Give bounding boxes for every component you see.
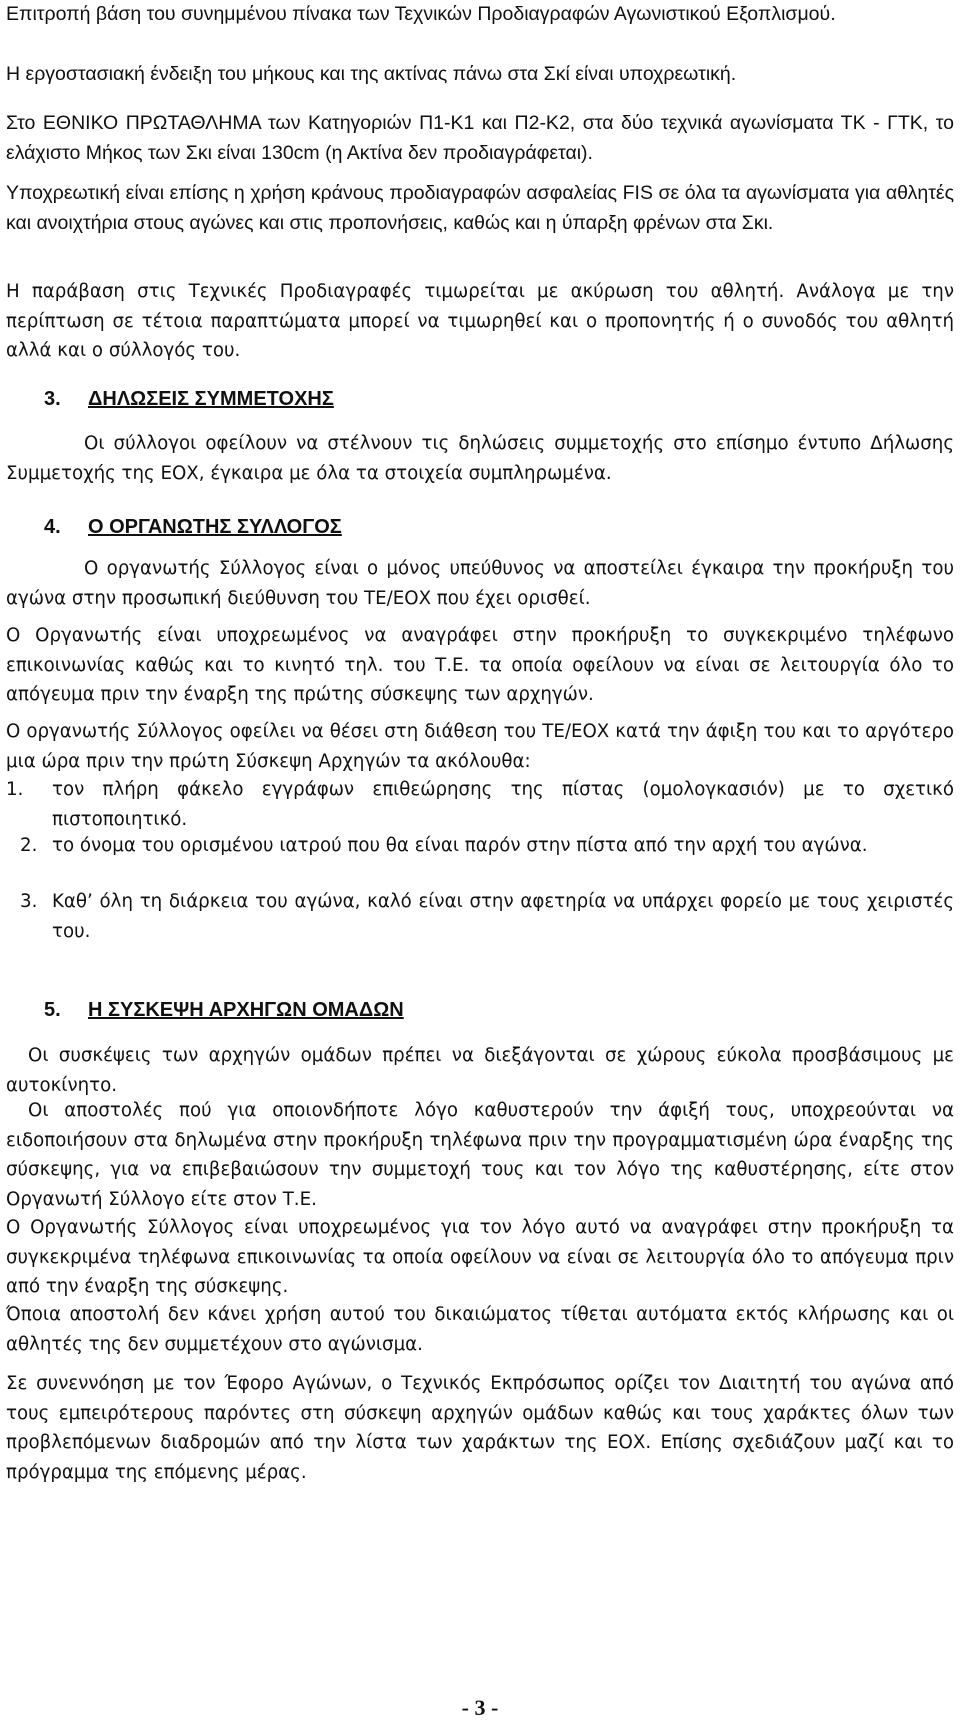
paragraph-factory-marking: Η εργοστασιακή ένδειξη του μήκους και της ακτίνας πάνω στα Σκί είναι υποχρεωτική. [6, 63, 737, 85]
section-5-number: 5. [44, 999, 61, 1021]
paragraph-violation-penalty: Η παράβαση στις Τεχνικές Προδιαγραφές τιμωρείται με ακύρωση του αθλητή. Ανάλογα με την περίπτωση σε τέτοια παραπτώματα μπορεί να τιμωρηθεί και ο προπονητής ή ο συνοδός του αθλητή αλλά και ο σύλλογός του. [6, 281, 954, 361]
section-4-title: Ο ΟΡΓΑΝΩΤΗΣ ΣΥΛΛΟΓΟΣ [88, 516, 342, 538]
section-4-number: 4. [44, 516, 61, 538]
list-item-text: Καθ’ όλη τη διάρκεια του αγώνα, καλό είναι στην αφετηρία να υπάρχει φορείο με τους χειριστές του. [52, 891, 954, 942]
section-5-body-1: Οι συσκέψεις των αρχηγών ομάδων πρέπει να διεξάγονται σε χώρους εύκολα προσβάσιμους με αυτοκίνητο. [6, 1045, 954, 1096]
list-item-number: 2. [20, 835, 38, 856]
section-3-heading [44, 385, 334, 413]
list-item-number: 1. [6, 779, 24, 800]
paragraph-national-championship: Στο ΕΘΝΙΚΟ ΠΡΩΤΑΘΛΗΜΑ των Κατηγοριών Π1-Κ1 και Π2-Κ2, στα δύο τεχνικά αγωνίσματα ΤΚ - ΓΤΚ, το ελάχιστο Μήκος των Σκι είναι 130cm (η Ακτίνα δεν προδιαγράφεται). [6, 112, 954, 164]
page-number: - 3 - [461, 1695, 499, 1720]
section-3-title: ΔΗΛΩΣΕΙΣ ΣΥΜΜΕΤΟΧΗΣ [88, 388, 334, 410]
paragraph-helmet-requirement: Υποχρεωτική είναι επίσης η χρήση κράνους προδιαγραφών ασφαλείας FIS σε όλα τα αγωνίσματα για αθλητές και ανοιχτήρια στους αγώνες και στις προπονήσεις, καθώς και η ύπαρξη φρένων στα Σκι. [6, 182, 954, 234]
section-5-body-4: Όποια αποστολή δεν κάνει χρήση αυτού του δικαιώματος τίθεται αυτόματα εκτός κλήρωσης και οι αθλητές της δεν συμμετέχουν στο αγώνισμα. [6, 1304, 954, 1355]
list-item-text: τον πλήρη φάκελο εγγράφων επιθεώρησης της πίστας (ομολογκασιόν) με το σχετικό πιστοποιητικό. [52, 779, 954, 830]
section-5-title: Η ΣΥΣΚΕΨΗ ΑΡΧΗΓΩΝ ΟΜΑΔΩΝ [88, 999, 404, 1021]
section-5-body-3: Ο Οργανωτής Σύλλογος είναι υποχρεωμένος για τον λόγο αυτό να αναγράφει στην προκήρυξη τα συγκεκριμένα τηλέφωνα επικοινωνίας τα οποία οφείλουν να είναι σε λειτουργία όλο το απόγευμα πριν από την έναρξη της σύσκεψης. [6, 1217, 954, 1297]
list-item-text: το όνομα του ορισμένου ιατρού που θα είναι παρόν στην πίστα από την αρχή του αγώνα. [52, 835, 868, 856]
section-4-body-2: Ο Οργανωτής είναι υποχρεωμένος να αναγράφει στην προκήρυξη το συγκεκριμένο τηλέφωνο επικοινωνίας καθώς και το κινητό τηλ. του Τ.Ε. τα οποία οφείλουν να είναι σε λειτουργία όλο το απόγευμα πριν την έναρξη της πρώτης σύσκεψης των αρχηγών. [6, 625, 954, 705]
section-3-body: Οι σύλλογοι οφείλουν να στέλνουν τις δηλώσεις συμμετοχής στο επίσημο έντυπο Δήλωσης Συμμετοχής της ΕΟΧ, έγκαιρα με όλα τα στοιχεία συμπληρωμένα. [6, 433, 954, 484]
section-4-body-3: Ο οργανωτής Σύλλογος οφείλει να θέσει στη διάθεση του ΤΕ/ΕΟΧ κατά την άφιξη του και το αργότερο μια ώρα πριν την πρώτη Σύσκεψη Αρχηγών τα ακόλουθα: [6, 721, 954, 772]
list-item-number: 3. [20, 891, 38, 912]
section-4-heading [44, 513, 342, 541]
section-3-number: 3. [44, 388, 61, 410]
list-item [6, 831, 954, 891]
list-item [6, 775, 954, 835]
section-4-body-1: Ο οργανωτής Σύλλογος είναι ο μόνος υπεύθυνος να αποστείλει έγκαιρα την προκήρυξη του αγώνα στην προσωπική διεύθυνση του ΤΕ/ΕΟΧ που έχει ορισθεί. [6, 558, 954, 609]
section-5-body-5: Σε συνεννόηση με τον Έφορο Αγώνων, ο Τεχνικός Εκπρόσωπος ορίζει τον Διαιτητή του αγώνα από τους εμπειρότερους παρόντες στη σύσκεψη αρχηγών ομάδων καθώς και τους χαράκτες όλων των προβλεπόμενων διαδρομών από την λίστα των χαράκτων της ΕΟΧ. Επίσης σχεδιάζουν μαζί και το πρόγραμμα της επόμενης μέρας. [6, 1373, 954, 1483]
section-5-heading [44, 996, 404, 1024]
paragraph-equipment-committee: Επιτροπή βάση του συνημμένου πίνακα των Τεχνικών Προδιαγραφών Αγωνιστικού Εξοπλισμού. [6, 3, 836, 25]
list-item [6, 887, 954, 947]
section-5-body-2: Οι αποστολές πού για οποιονδήποτε λόγο καθυστερούν την άφιξή τους, υποχρεούνται να ειδοποιήσουν στα δηλωμένα στην προκήρυξη τηλέφωνα πριν την προγραμματισμένη ώρα έναρξης της σύσκεψης, για να επιβεβαιώσουν την συμμετοχή τους και τον λόγο της καθυστέρησης, είτε στον Οργανωτή Σύλλογο είτε στον Τ.Ε. [6, 1100, 954, 1210]
